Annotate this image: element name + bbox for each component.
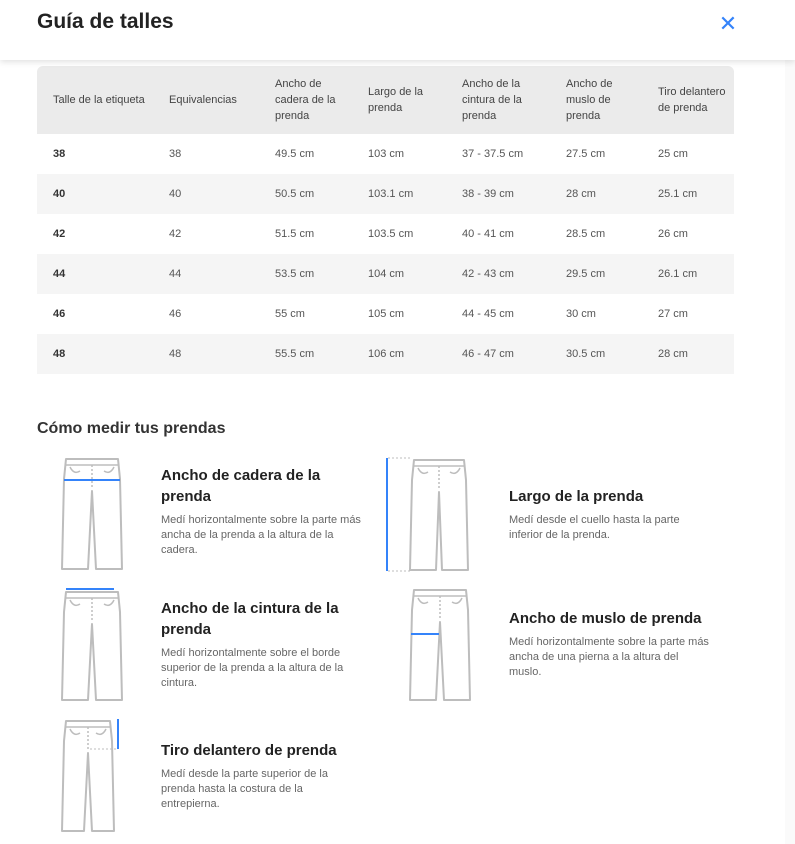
column-header: Largo de la prenda bbox=[352, 66, 446, 134]
size-label-cell: 38 bbox=[53, 148, 66, 160]
table-row bbox=[37, 174, 734, 214]
table-cell: 44 bbox=[153, 254, 259, 294]
table-cell: 103.5 cm bbox=[368, 228, 414, 240]
tip-title: Largo de la prenda bbox=[509, 488, 644, 505]
table-row bbox=[37, 294, 734, 334]
tip-length bbox=[384, 456, 714, 574]
pants-icon bbox=[60, 586, 124, 704]
pants-icon bbox=[60, 717, 124, 835]
table-cell: 46 bbox=[169, 308, 182, 320]
tip-description: Medí desde el cuello hasta la parte inferior de la prenda. bbox=[509, 514, 680, 541]
modal-title: Guía de talles bbox=[37, 10, 174, 33]
tip-description: Medí desde la parte superior de la prenda hasta la costura de la entrepierna. bbox=[161, 768, 328, 810]
column-header: Ancho de muslo de prenda bbox=[550, 66, 642, 134]
table-row bbox=[37, 214, 734, 254]
size-label-cell: 44 bbox=[37, 254, 153, 294]
table-cell: 50.5 cm bbox=[259, 174, 352, 214]
tip-title: Ancho de la cintura de la prenda bbox=[161, 600, 339, 638]
tip-title: Ancho de cadera de la prenda bbox=[161, 467, 321, 505]
pants-icon bbox=[384, 456, 474, 574]
table-cell: 38 - 39 cm bbox=[446, 174, 550, 214]
table-cell: 55 cm bbox=[275, 308, 305, 320]
table-cell: 37 - 37.5 cm bbox=[462, 148, 524, 160]
table-cell: 26.1 cm bbox=[642, 254, 734, 294]
table-cell: 27.5 cm bbox=[566, 148, 606, 160]
size-label-cell: 48 bbox=[37, 334, 153, 374]
table-cell: 44 - 45 cm bbox=[462, 308, 514, 320]
table-cell: 38 bbox=[169, 148, 182, 160]
table-row bbox=[37, 254, 734, 294]
scrollbar[interactable] bbox=[785, 60, 795, 844]
modal-header bbox=[0, 0, 795, 60]
size-label-cell: 46 bbox=[53, 308, 66, 320]
tip-waist-width bbox=[60, 586, 370, 704]
table-cell: 28 cm bbox=[642, 334, 734, 374]
table-cell: 40 bbox=[153, 174, 259, 214]
table-cell: 30.5 cm bbox=[550, 334, 642, 374]
table-cell: 55.5 cm bbox=[259, 334, 352, 374]
tip-title: Ancho de muslo de prenda bbox=[509, 610, 702, 627]
table-cell: 106 cm bbox=[352, 334, 446, 374]
table-row bbox=[37, 334, 734, 374]
column-header: Ancho de cadera de la prenda bbox=[259, 66, 352, 134]
modal-content bbox=[0, 60, 785, 844]
table-cell: 30 cm bbox=[566, 308, 596, 320]
pants-icon bbox=[60, 455, 124, 573]
close-icon[interactable]: ✕ bbox=[718, 11, 738, 36]
table-cell: 48 bbox=[153, 334, 259, 374]
table-cell: 104 cm bbox=[352, 254, 446, 294]
column-header: Tiro delantero de prenda bbox=[642, 66, 734, 134]
table-cell: 46 - 47 cm bbox=[446, 334, 550, 374]
table-cell: 28.5 cm bbox=[566, 228, 606, 240]
tip-description: Medí horizontalmente sobre la parte más ancha de la prenda a la altura de la cadera. bbox=[161, 514, 361, 556]
table-cell: 29.5 cm bbox=[550, 254, 642, 294]
table-cell: 49.5 cm bbox=[275, 148, 315, 160]
tip-hip-width bbox=[60, 455, 370, 573]
table-cell: 26 cm bbox=[658, 228, 688, 240]
table-cell: 53.5 cm bbox=[259, 254, 352, 294]
table-cell: 40 - 41 cm bbox=[462, 228, 514, 240]
tip-description: Medí horizontalmente sobre el borde superior de la prenda a la altura de la cintura. bbox=[161, 647, 344, 689]
tip-thigh-width bbox=[408, 586, 718, 704]
column-header: Ancho de la cintura de la prenda bbox=[446, 66, 550, 134]
size-label-cell: 40 bbox=[37, 174, 153, 214]
tip-front-rise bbox=[60, 717, 370, 835]
table-cell: 51.5 cm bbox=[275, 228, 315, 240]
tip-title: Tiro delantero de prenda bbox=[161, 742, 337, 759]
size-table bbox=[37, 66, 734, 374]
table-header-row bbox=[37, 66, 734, 134]
column-header: Talle de la etiqueta bbox=[37, 66, 153, 134]
table-row bbox=[37, 134, 734, 174]
table-cell: 25 cm bbox=[658, 148, 688, 160]
table-cell: 42 bbox=[169, 228, 182, 240]
tip-description: Medí horizontalmente sobre la parte más ancha de una pierna a la altura del muslo. bbox=[509, 636, 709, 678]
table-cell: 105 cm bbox=[368, 308, 405, 320]
table-cell: 103 cm bbox=[368, 148, 405, 160]
table-cell: 42 - 43 cm bbox=[446, 254, 550, 294]
table-cell: 28 cm bbox=[550, 174, 642, 214]
table-cell: 27 cm bbox=[658, 308, 688, 320]
size-label-cell: 42 bbox=[53, 228, 66, 240]
howto-title: Cómo medir tus prendas bbox=[37, 420, 226, 437]
pants-icon bbox=[408, 586, 472, 704]
table-cell: 25.1 cm bbox=[642, 174, 734, 214]
column-header: Equivalencias bbox=[153, 66, 259, 134]
table-cell: 103.1 cm bbox=[352, 174, 446, 214]
